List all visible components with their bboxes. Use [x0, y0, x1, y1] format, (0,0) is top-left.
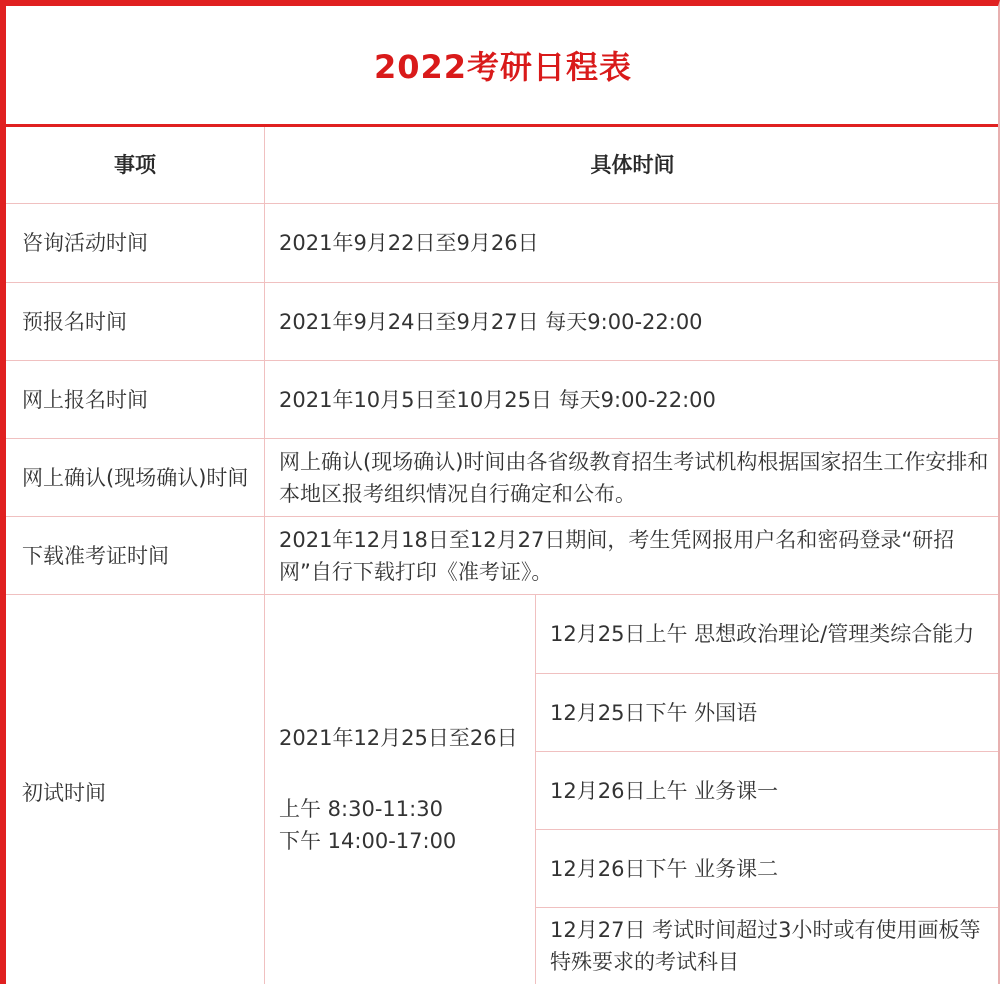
- title-bar: [6, 6, 1000, 127]
- row-item: 下载准考证时间: [22, 543, 169, 568]
- row-time: 2021年9月24日至9月27日 每天9:00-22:00: [279, 309, 703, 334]
- exam-dates: 2021年12月25日至26日: [279, 726, 518, 750]
- exam-morning-hours: 上午 8:30-11:30: [279, 797, 443, 821]
- row-time: 2021年12月18日至12月27日期间，考生凭网报用户名和密码登录“研招网”自行下载打印《准考证》。: [279, 527, 955, 584]
- row-time: 2021年10月5日至10月25日 每天9:00-22:00: [279, 387, 716, 412]
- row-item: 网上报名时间: [22, 387, 148, 412]
- header-item: 事项: [114, 153, 156, 177]
- exam-hours: [265, 788, 535, 862]
- row-time-cell: [265, 517, 1000, 594]
- row-item: 网上确认(现场确认)时间: [22, 465, 249, 490]
- exam-afternoon-hours: 下午 14:00-17:00: [279, 829, 457, 853]
- exam-session: 12月26日下午 业务课二: [550, 856, 779, 881]
- page-title: 2022考研日程表: [373, 48, 633, 86]
- row-item: 咨询活动时间: [22, 231, 148, 255]
- exam-session: 12月25日上午 思想政治理论/管理类综合能力: [550, 622, 975, 646]
- exam-session: 12月27日 考试时间超过3小时或有使用画板等特殊要求的考试科目: [550, 918, 981, 974]
- exam-session: 12月25日下午 外国语: [550, 700, 758, 725]
- row-time: 2021年9月22日至9月26日: [279, 231, 539, 255]
- row-time: 网上确认(现场确认)时间由各省级教育招生考试机构根据国家招生工作安排和本地区报考组织情况自行确定和公布。: [279, 449, 989, 506]
- row-item: 预报名时间: [22, 309, 127, 334]
- row-time-cell: [265, 439, 1000, 516]
- exam-session: 12月26日上午 业务课一: [550, 778, 779, 803]
- exam-session-cell: [536, 908, 1000, 984]
- exam-item: 初试时间: [22, 780, 106, 805]
- header-time: 具体时间: [590, 153, 675, 177]
